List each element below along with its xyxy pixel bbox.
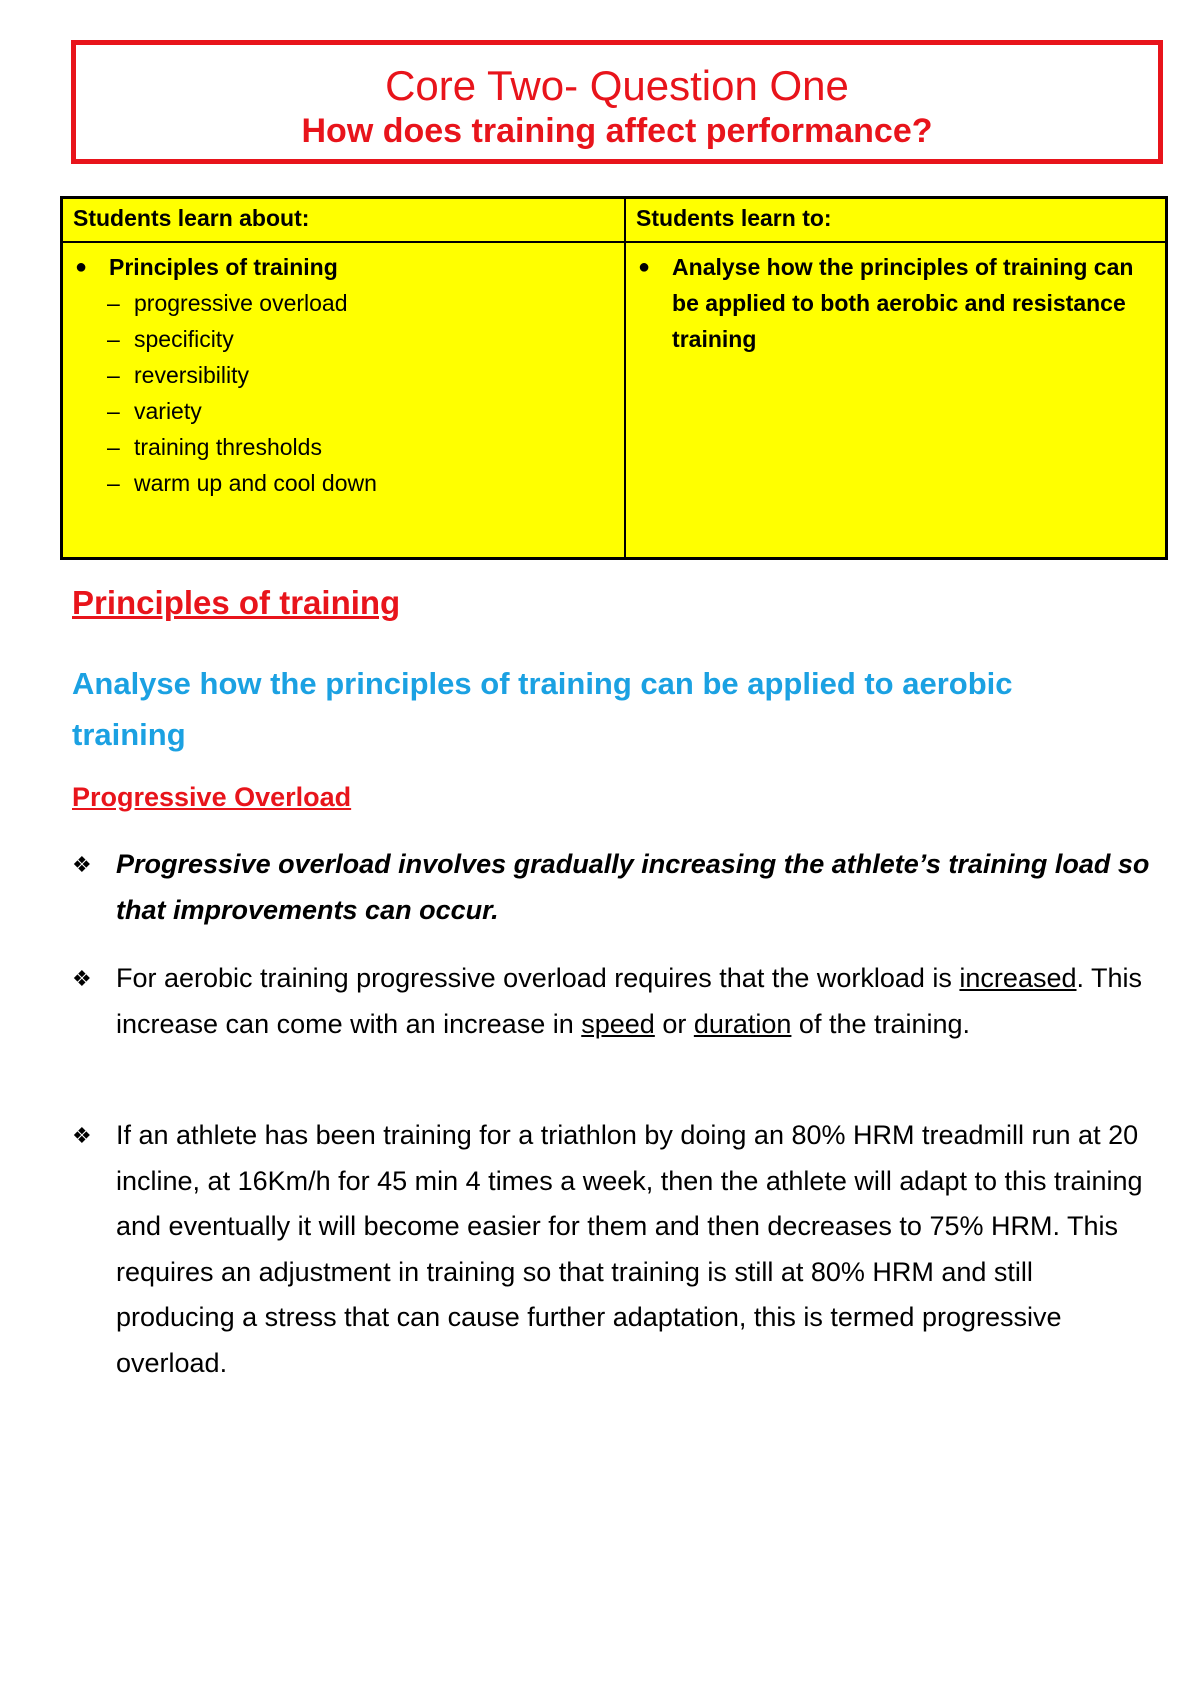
sub-item-label: progressive overload xyxy=(134,290,348,316)
col1-bullet-label: Principles of training xyxy=(109,254,338,280)
title-box xyxy=(71,40,1163,164)
col1-header: Students learn about: xyxy=(62,198,626,243)
underlined-term: increased xyxy=(959,963,1077,993)
underlined-term: speed xyxy=(581,1008,655,1039)
col1-body xyxy=(62,242,626,559)
sub-item-label: specificity xyxy=(134,326,234,352)
diamond-bullet-icon: ❖ xyxy=(72,852,92,877)
sub-item-label: variety xyxy=(134,398,202,424)
list-item: – variety xyxy=(107,393,614,429)
paragraph-aerobic xyxy=(72,956,1152,1047)
list-item xyxy=(73,249,614,285)
col2-body xyxy=(625,242,1166,559)
list-item: – progressive overload xyxy=(107,285,614,321)
subsection-heading: Analyse how the principles of training can be applied to aerobic training xyxy=(72,666,1013,752)
col2-header: Students learn to: xyxy=(625,198,1166,243)
sub-item-label: reversibility xyxy=(134,362,250,388)
list-item: – specificity xyxy=(107,321,614,357)
diamond-bullet-icon: ❖ xyxy=(72,1123,92,1148)
underlined-term: duration xyxy=(693,1008,792,1039)
list-item xyxy=(636,249,1155,357)
list-item: – warm up and cool down xyxy=(107,465,614,501)
paragraph-text: Progressive overload involves gradually increasing the athlete’s training load so that improvements can occur. xyxy=(116,849,1150,925)
col2-bullet-label: Analyse how the principles of training can be applied to both aerobic and resistance training xyxy=(672,254,1134,352)
sub-item-list xyxy=(73,285,614,501)
paragraph-text: If an athlete has been training for a triathlon by doing an 80% HRM treadmill run at 20 incline, at 16Km/h for 45 min 4 times a week, then the athlete will adapt to this training and eventually it will become easier for them and then decreases to 75% HRM. This requires an adjustment in training so that training is still at 80% HRM and still producing a stress that can cause further adaptation, this is termed progressive overload. xyxy=(116,1120,1143,1378)
list-item: – reversibility xyxy=(107,357,614,393)
topic-heading: Progressive Overload xyxy=(72,782,352,812)
page-subtitle: How does training affect performance? xyxy=(301,112,933,150)
paragraph-example xyxy=(72,1113,1152,1386)
bullet-icon: ● xyxy=(75,256,88,278)
section-heading: Principles of training xyxy=(72,584,401,621)
paragraph-definition xyxy=(72,842,1152,933)
diamond-bullet-icon: ❖ xyxy=(72,966,92,991)
sub-item-label: warm up and cool down xyxy=(134,470,377,496)
list-item: – training thresholds xyxy=(107,429,614,465)
outcomes-table xyxy=(60,196,1168,560)
sub-item-label: training thresholds xyxy=(134,434,322,460)
page-title: Core Two- Question One xyxy=(385,62,849,109)
paragraph-text: For aerobic training progressive overload requires that the workload is increased. This increase can come with an increase in speed or duration of the training. xyxy=(116,963,1143,1039)
bullet-icon: ● xyxy=(638,256,651,278)
